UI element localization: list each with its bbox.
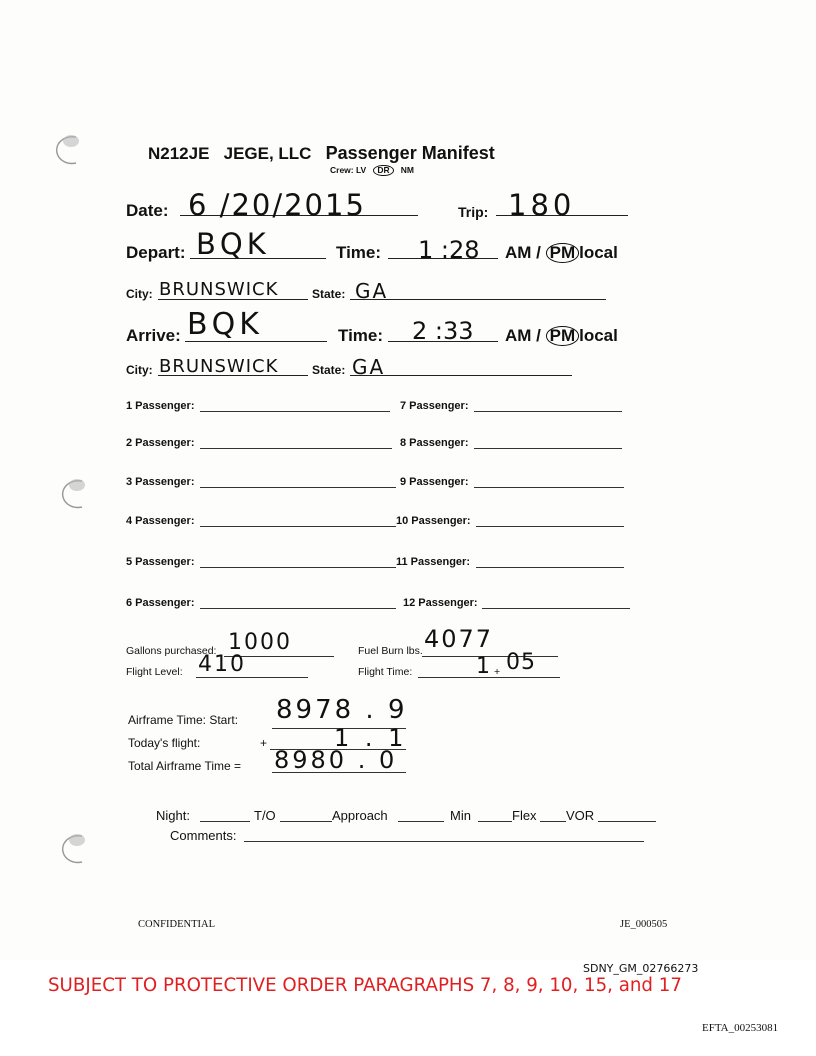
flight-level-label: Flight Level:	[126, 666, 183, 678]
depart-ampm	[505, 243, 618, 263]
vor-line	[598, 821, 656, 822]
approach-line	[398, 821, 444, 822]
depart-label: Depart:	[126, 243, 186, 262]
fuel-burn-line	[422, 656, 558, 657]
arrive-city-value: BRUNSWICK	[159, 356, 279, 377]
passenger-9-label: 9 Passenger:	[400, 476, 469, 488]
header-title	[148, 143, 495, 164]
comments-label: Comments:	[170, 828, 237, 843]
passenger-6-label: 6 Passenger:	[126, 597, 195, 609]
arrive-state-value: GA	[352, 355, 386, 379]
passenger-2-label: 2 Passenger:	[126, 437, 195, 449]
flex-label: Flex	[512, 808, 537, 823]
total-airframe-label: Total Airframe Time =	[128, 759, 242, 773]
flight-time-label: Flight Time:	[358, 666, 413, 678]
document-title: Passenger Manifest	[325, 143, 495, 163]
crew-label: Crew:	[330, 165, 354, 175]
todays-flight-value: 1 . 1	[334, 724, 408, 752]
depart-city-label: City:	[126, 287, 153, 301]
local-label: local	[579, 243, 618, 262]
depart-city-value: BRUNSWICK	[159, 279, 279, 300]
flight-level-value: 410	[198, 652, 246, 677]
passenger-6-line	[200, 608, 396, 609]
comments-line	[244, 841, 644, 842]
arrive-label: Arrive:	[126, 326, 181, 345]
approach-label: Approach	[332, 808, 388, 823]
arrive-city-label: City:	[126, 363, 153, 377]
crew-row	[330, 165, 414, 176]
passenger-5-label: 5 Passenger:	[126, 556, 195, 568]
vor-label: VOR	[566, 808, 595, 823]
arrive-local-label: local	[579, 326, 618, 345]
passenger-10-label: 10 Passenger:	[396, 515, 471, 527]
depart-state-label: State:	[312, 287, 346, 301]
pm-option-circled: PM	[546, 243, 580, 263]
company-name: JEGE, LLC	[223, 144, 312, 163]
passenger-1-line	[200, 411, 390, 412]
passenger-7-line	[474, 411, 622, 412]
passenger-3-label: 3 Passenger:	[126, 476, 195, 488]
bates-number: JE_000505	[620, 919, 668, 930]
todays-flight-plus: +	[260, 736, 268, 750]
min-label: Min	[450, 808, 471, 823]
gallons-label: Gallons purchased:	[126, 645, 217, 657]
passenger-8-label: 8 Passenger:	[400, 437, 469, 449]
date-label: Date:	[126, 201, 169, 220]
sdny-bates: SDNY_GM_02766273	[583, 962, 699, 975]
date-value: 6 /20/2015	[188, 188, 366, 222]
arrive-state-label: State:	[312, 363, 346, 377]
arrive-ampm	[505, 326, 618, 346]
tail-number: N212JE	[148, 144, 210, 163]
gallons-value: 1000	[228, 630, 292, 655]
total-airframe-value: 8980 . 0	[274, 746, 398, 774]
depart-time-label: Time:	[336, 243, 382, 262]
trip-label: Trip:	[458, 204, 489, 220]
depart-state-line	[350, 299, 606, 300]
fuel-burn-label: Fuel Burn lbs.	[358, 645, 423, 657]
protective-order-banner: SUBJECT TO PROTECTIVE ORDER PARAGRAPHS 7, 8, 9, 10, 15, and 17	[48, 975, 682, 996]
depart-state-value: GA	[355, 279, 389, 303]
arrive-time-value: 2 :33	[412, 317, 474, 345]
night-line	[200, 821, 250, 822]
passenger-9-line	[474, 487, 624, 488]
trip-value: 180	[508, 188, 576, 222]
fuel-burn-value: 4077	[424, 625, 494, 653]
night-label: Night:	[156, 808, 190, 823]
flex-line	[540, 821, 566, 822]
binder-hole-bottom-icon	[58, 832, 88, 866]
passenger-12-line	[482, 608, 630, 609]
passenger-10-line	[476, 526, 624, 527]
to-line	[280, 821, 332, 822]
flight-level-line	[196, 677, 308, 678]
todays-flight-label: Today's flight:	[128, 736, 201, 750]
arrive-value: BQK	[187, 307, 263, 342]
flight-time-minutes: 05	[506, 650, 536, 675]
passenger-8-line	[474, 448, 622, 449]
airframe-start-label: Airframe Time: Start:	[128, 713, 239, 727]
to-label: T/O	[254, 808, 276, 823]
arrive-am-option: AM /	[505, 326, 541, 345]
crew-nm: NM	[400, 165, 414, 175]
depart-value: BQK	[196, 227, 270, 261]
arrive-time-label: Time:	[338, 326, 384, 345]
crew-dr-circled: DR	[373, 165, 393, 176]
passenger-4-line	[200, 526, 396, 527]
binder-hole-middle-icon	[58, 477, 88, 511]
flight-time-hours: 1	[476, 654, 490, 679]
passenger-12-label: 12 Passenger:	[403, 597, 478, 609]
efta-number: EFTA_00253081	[702, 1022, 779, 1034]
arrive-pm-option-circled: PM	[546, 326, 580, 346]
crew-lv: LV	[356, 165, 367, 175]
passenger-11-label: 11 Passenger:	[396, 556, 470, 568]
binder-hole-top-icon	[52, 133, 82, 167]
passenger-1-label: 1 Passenger:	[126, 400, 195, 412]
airframe-start-value: 8978 . 9	[276, 695, 408, 725]
passenger-7-label: 7 Passenger:	[400, 400, 469, 412]
depart-time-value: 1 :28	[418, 236, 480, 264]
min-line	[478, 821, 512, 822]
passenger-4-label: 4 Passenger:	[126, 515, 195, 527]
flight-time-plus: +	[494, 666, 501, 678]
am-option: AM /	[505, 243, 541, 262]
passenger-3-line	[200, 487, 396, 488]
passenger-2-line	[200, 448, 392, 449]
confidential-stamp: CONFIDENTIAL	[138, 919, 215, 930]
passenger-5-line	[200, 567, 396, 568]
passenger-11-line	[476, 567, 624, 568]
